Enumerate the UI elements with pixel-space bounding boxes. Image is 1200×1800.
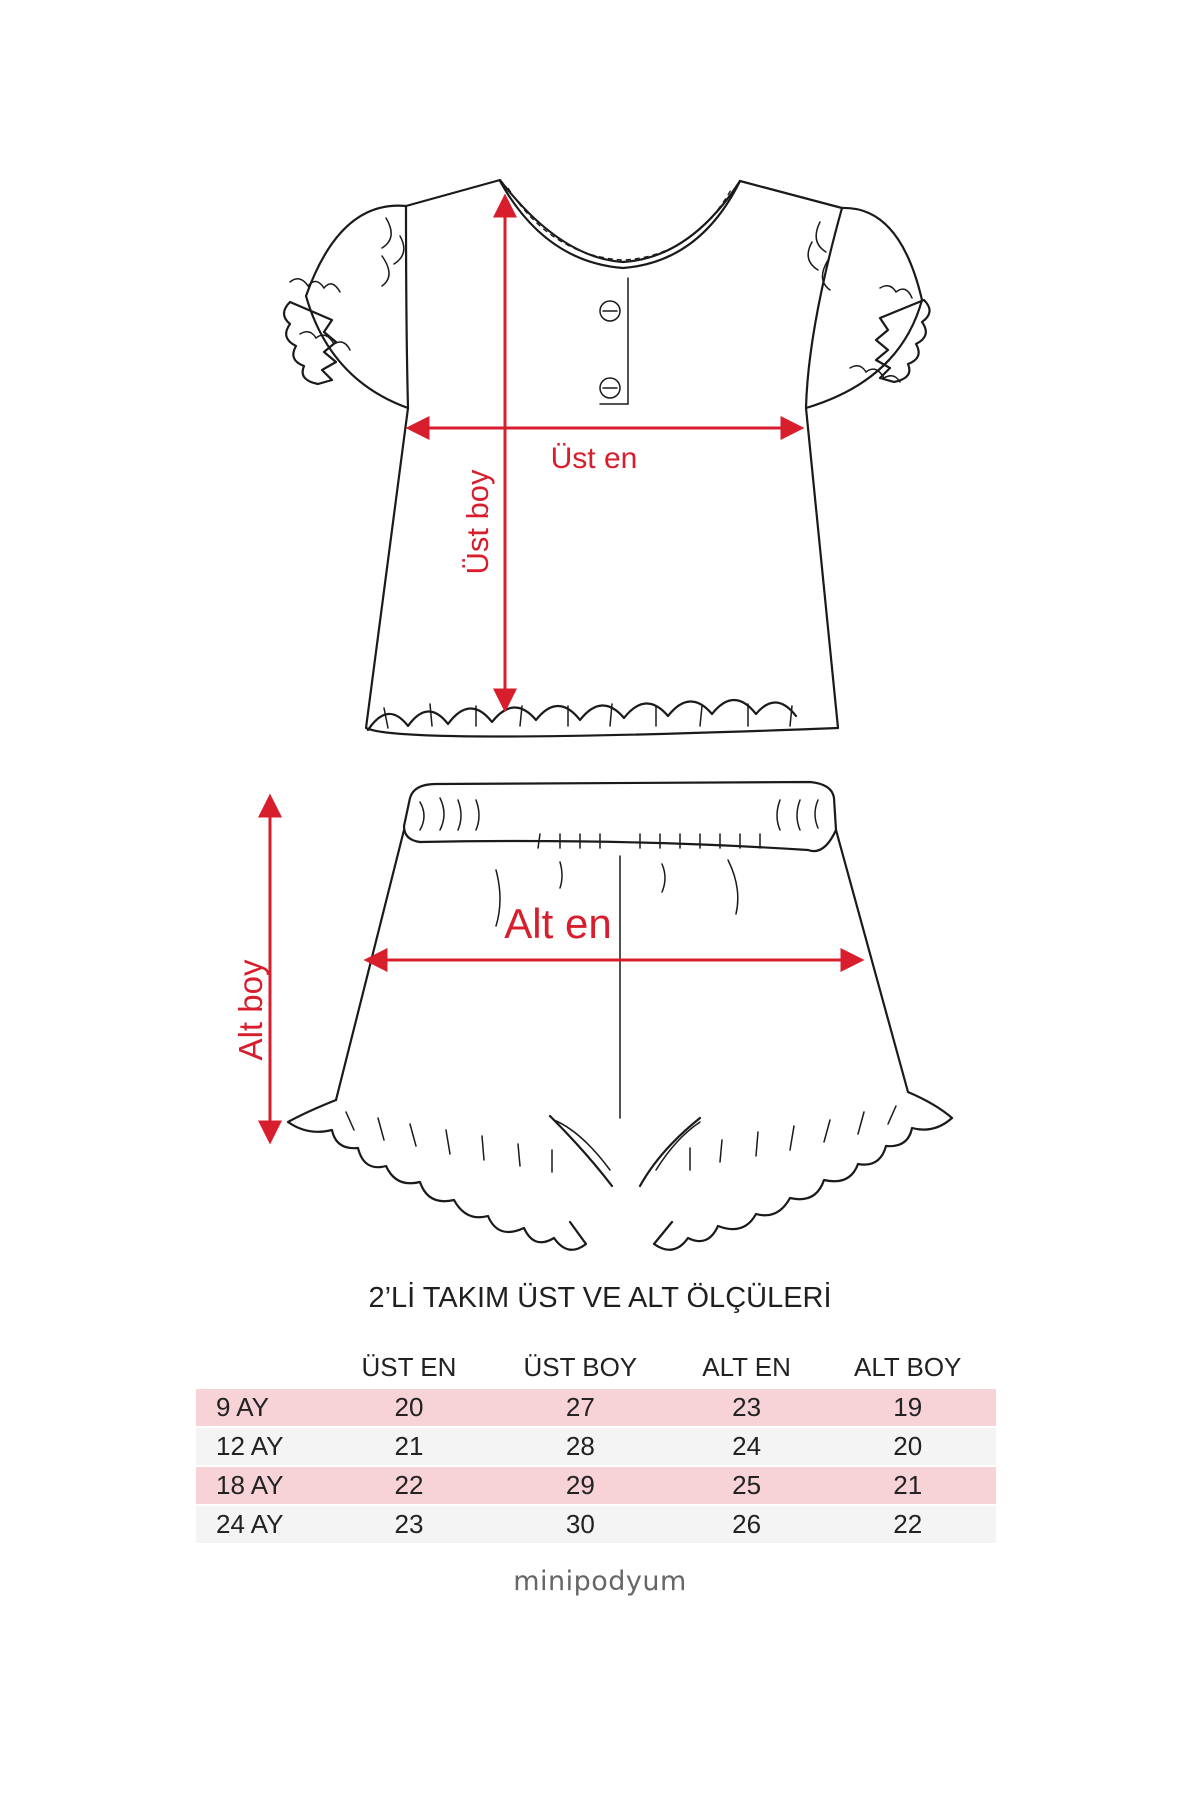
size-row-12-ay xyxy=(196,1428,996,1465)
bottom-length-column-header: ALT BOY xyxy=(853,1351,962,1382)
size-chart-header-row xyxy=(196,1345,996,1389)
brand-logo: minipodyum xyxy=(513,1566,687,1597)
bottom-length-cell: 21 xyxy=(819,1467,996,1504)
size-label: 24 AY xyxy=(196,1506,331,1543)
bottom-width-label: Alt en xyxy=(504,900,612,947)
top-width-cell: 20 xyxy=(331,1389,487,1426)
top-length-cell: 29 xyxy=(487,1467,674,1504)
top-width-cell: 21 xyxy=(331,1428,487,1465)
size-row-24-ay xyxy=(196,1506,996,1543)
bottom-width-cell: 24 xyxy=(674,1428,820,1465)
bottom-length-label: Alt boy xyxy=(232,959,269,1061)
top-width-label: Üst en xyxy=(550,442,638,475)
bottom-length-cell: 22 xyxy=(819,1506,996,1543)
size-row-18-ay xyxy=(196,1467,996,1504)
size-chart-table xyxy=(196,1345,996,1543)
size-chart-body xyxy=(196,1389,996,1543)
top-length-label: Üst boy xyxy=(460,469,495,575)
top-width-cell: 22 xyxy=(331,1467,487,1504)
top-length-cell: 28 xyxy=(487,1428,674,1465)
bottom-length-cell: 19 xyxy=(819,1389,996,1426)
bottom-width-cell: 26 xyxy=(674,1506,820,1543)
bottom-width-cell: 25 xyxy=(674,1467,820,1504)
top-length-cell: 30 xyxy=(487,1506,674,1543)
shorts-outline xyxy=(288,782,952,1250)
bottom-length-cell: 20 xyxy=(819,1428,996,1465)
size-label: 18 AY xyxy=(196,1467,331,1504)
top-length-cell: 27 xyxy=(487,1389,674,1426)
size-chart-title: 2’Lİ TAKIM ÜST VE ALT ÖLÇÜLERİ xyxy=(368,1282,832,1314)
top-width-cell: 23 xyxy=(331,1506,487,1543)
size-row-9-ay xyxy=(196,1389,996,1426)
size-column-header xyxy=(196,1345,331,1389)
size-label: 12 AY xyxy=(196,1428,331,1465)
top-width-column-header: ÜST EN xyxy=(361,1351,457,1382)
top-length-column-header: ÜST BOY xyxy=(523,1351,638,1382)
size-label: 9 AY xyxy=(196,1389,331,1426)
bottom-width-column-header: ALT EN xyxy=(702,1351,791,1382)
bottom-width-cell: 23 xyxy=(674,1389,820,1426)
